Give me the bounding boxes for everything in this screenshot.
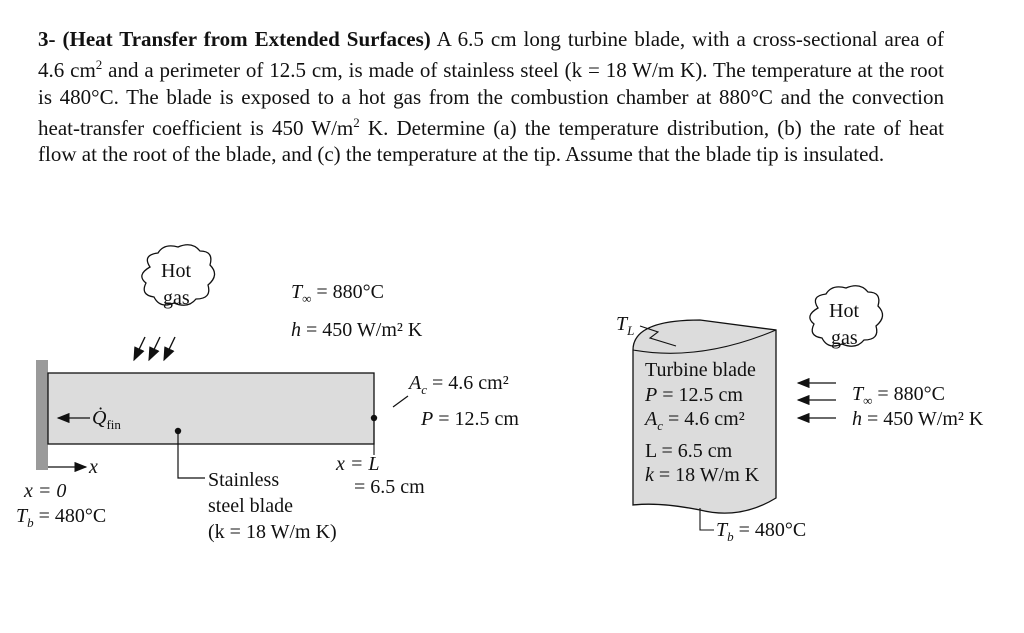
right-tb-label (716, 519, 806, 548)
blade-text-3: (k = 18 W/m K) (208, 521, 337, 543)
right-ac-val: = 4.6 cm² (663, 408, 745, 430)
left-p-val: = 12.5 cm (433, 408, 519, 430)
right-p-val: = 12.5 cm (657, 383, 743, 406)
right-t-inf-val: = 880°C (872, 383, 946, 405)
left-tb-val: = 480°C (33, 505, 107, 527)
right-p-sym: P (645, 383, 658, 406)
left-ac-sym: A (409, 372, 422, 394)
q-fin-label (92, 407, 121, 436)
tl-sym: T (616, 313, 628, 335)
tl-label (616, 313, 634, 342)
right-cloud-text-1: Hot (829, 300, 859, 322)
superscript-2b: 2 (353, 114, 360, 130)
right-ac-label (645, 407, 759, 439)
blade-text-1: Stainless (208, 469, 280, 491)
problem-text-3: K. Determine (a) the temperature distribution, (b) the rate of heat flow at the root of the blade, and (c) the temperature at the tip. Assume that the blade tip is insulated. (38, 115, 944, 167)
left-cloud-text-2: gas (163, 287, 190, 309)
left-t-inf-sub: ∞ (302, 291, 312, 306)
convection-arrows-icon (798, 383, 836, 418)
tl-sub: L (627, 323, 635, 338)
turbine-blade-specs (645, 358, 759, 488)
right-k-val: = 18 W/m K (653, 464, 760, 486)
turbine-blade-title: Turbine blade (645, 359, 756, 381)
left-h-label (291, 319, 422, 341)
left-t-inf-sym: T (291, 281, 303, 303)
right-t-inf-sub: ∞ (863, 393, 873, 408)
x-l-text-2: = 6.5 cm (354, 476, 425, 498)
left-tb-sym: T (16, 505, 28, 527)
x-axis-sym: x (89, 456, 98, 478)
blade-text-2: steel blade (208, 495, 293, 517)
q-fin-sub: fin (106, 417, 121, 432)
wall-base (36, 360, 48, 470)
q-fin-sym: Q̇ (92, 407, 107, 429)
left-t-inf-label (291, 281, 384, 310)
right-tb-sym: T (716, 519, 728, 541)
left-tb-label (16, 505, 106, 534)
problem-number: 3- (38, 27, 56, 51)
x-l-text-1: x = L (336, 453, 380, 475)
left-p-sym: P (421, 408, 434, 430)
left-p-label (421, 408, 519, 430)
right-h-sym: h (852, 408, 862, 430)
right-k-sym: k (645, 464, 654, 486)
problem-text-2: and a perimeter of 12.5 cm, is made of stainless steel (k = 18 W/m K). The temperature at the root is 480°C. The blade is exposed to a hot gas from the combustion chamber at 880°C and the convection heat-transfer coefficient is 450 W/m (38, 58, 944, 140)
right-ac-sub: c (657, 418, 663, 433)
right-h-label (852, 408, 983, 430)
left-t-inf-val: = 880°C (311, 281, 385, 303)
right-p-label (645, 383, 759, 408)
problem-text-1: A 6.5 cm long turbine blade, with a cross-sectional area of 4.6 cm (38, 27, 945, 83)
left-tb-sub: b (27, 515, 34, 530)
problem-topic: (Heat Transfer from Extended Surfaces) (62, 27, 431, 51)
x-axis-label (89, 456, 98, 478)
right-t-inf-sym: T (852, 383, 864, 405)
heat-arrows-icon (134, 337, 175, 360)
tip-leader (371, 396, 408, 455)
right-tb-val: = 480°C (733, 519, 807, 541)
right-tb-sub: b (727, 529, 734, 544)
left-h-val: = 450 W/m² K (301, 319, 423, 341)
left-cloud-text-1: Hot (161, 260, 191, 282)
superscript-2: 2 (95, 57, 103, 73)
right-h-val: = 450 W/m² K (862, 408, 984, 430)
right-l-label: L = 6.5 cm (645, 439, 733, 462)
right-cloud-text-2: gas (831, 327, 858, 349)
right-ac-sym: A (645, 408, 658, 430)
left-ac-val: = 4.6 cm² (427, 372, 509, 394)
x-zero-label: x = 0 (24, 480, 67, 502)
left-ac-sub: c (421, 382, 427, 397)
left-h-sym: h (291, 319, 301, 341)
right-k-label (645, 463, 759, 488)
left-ac-label (409, 372, 509, 401)
